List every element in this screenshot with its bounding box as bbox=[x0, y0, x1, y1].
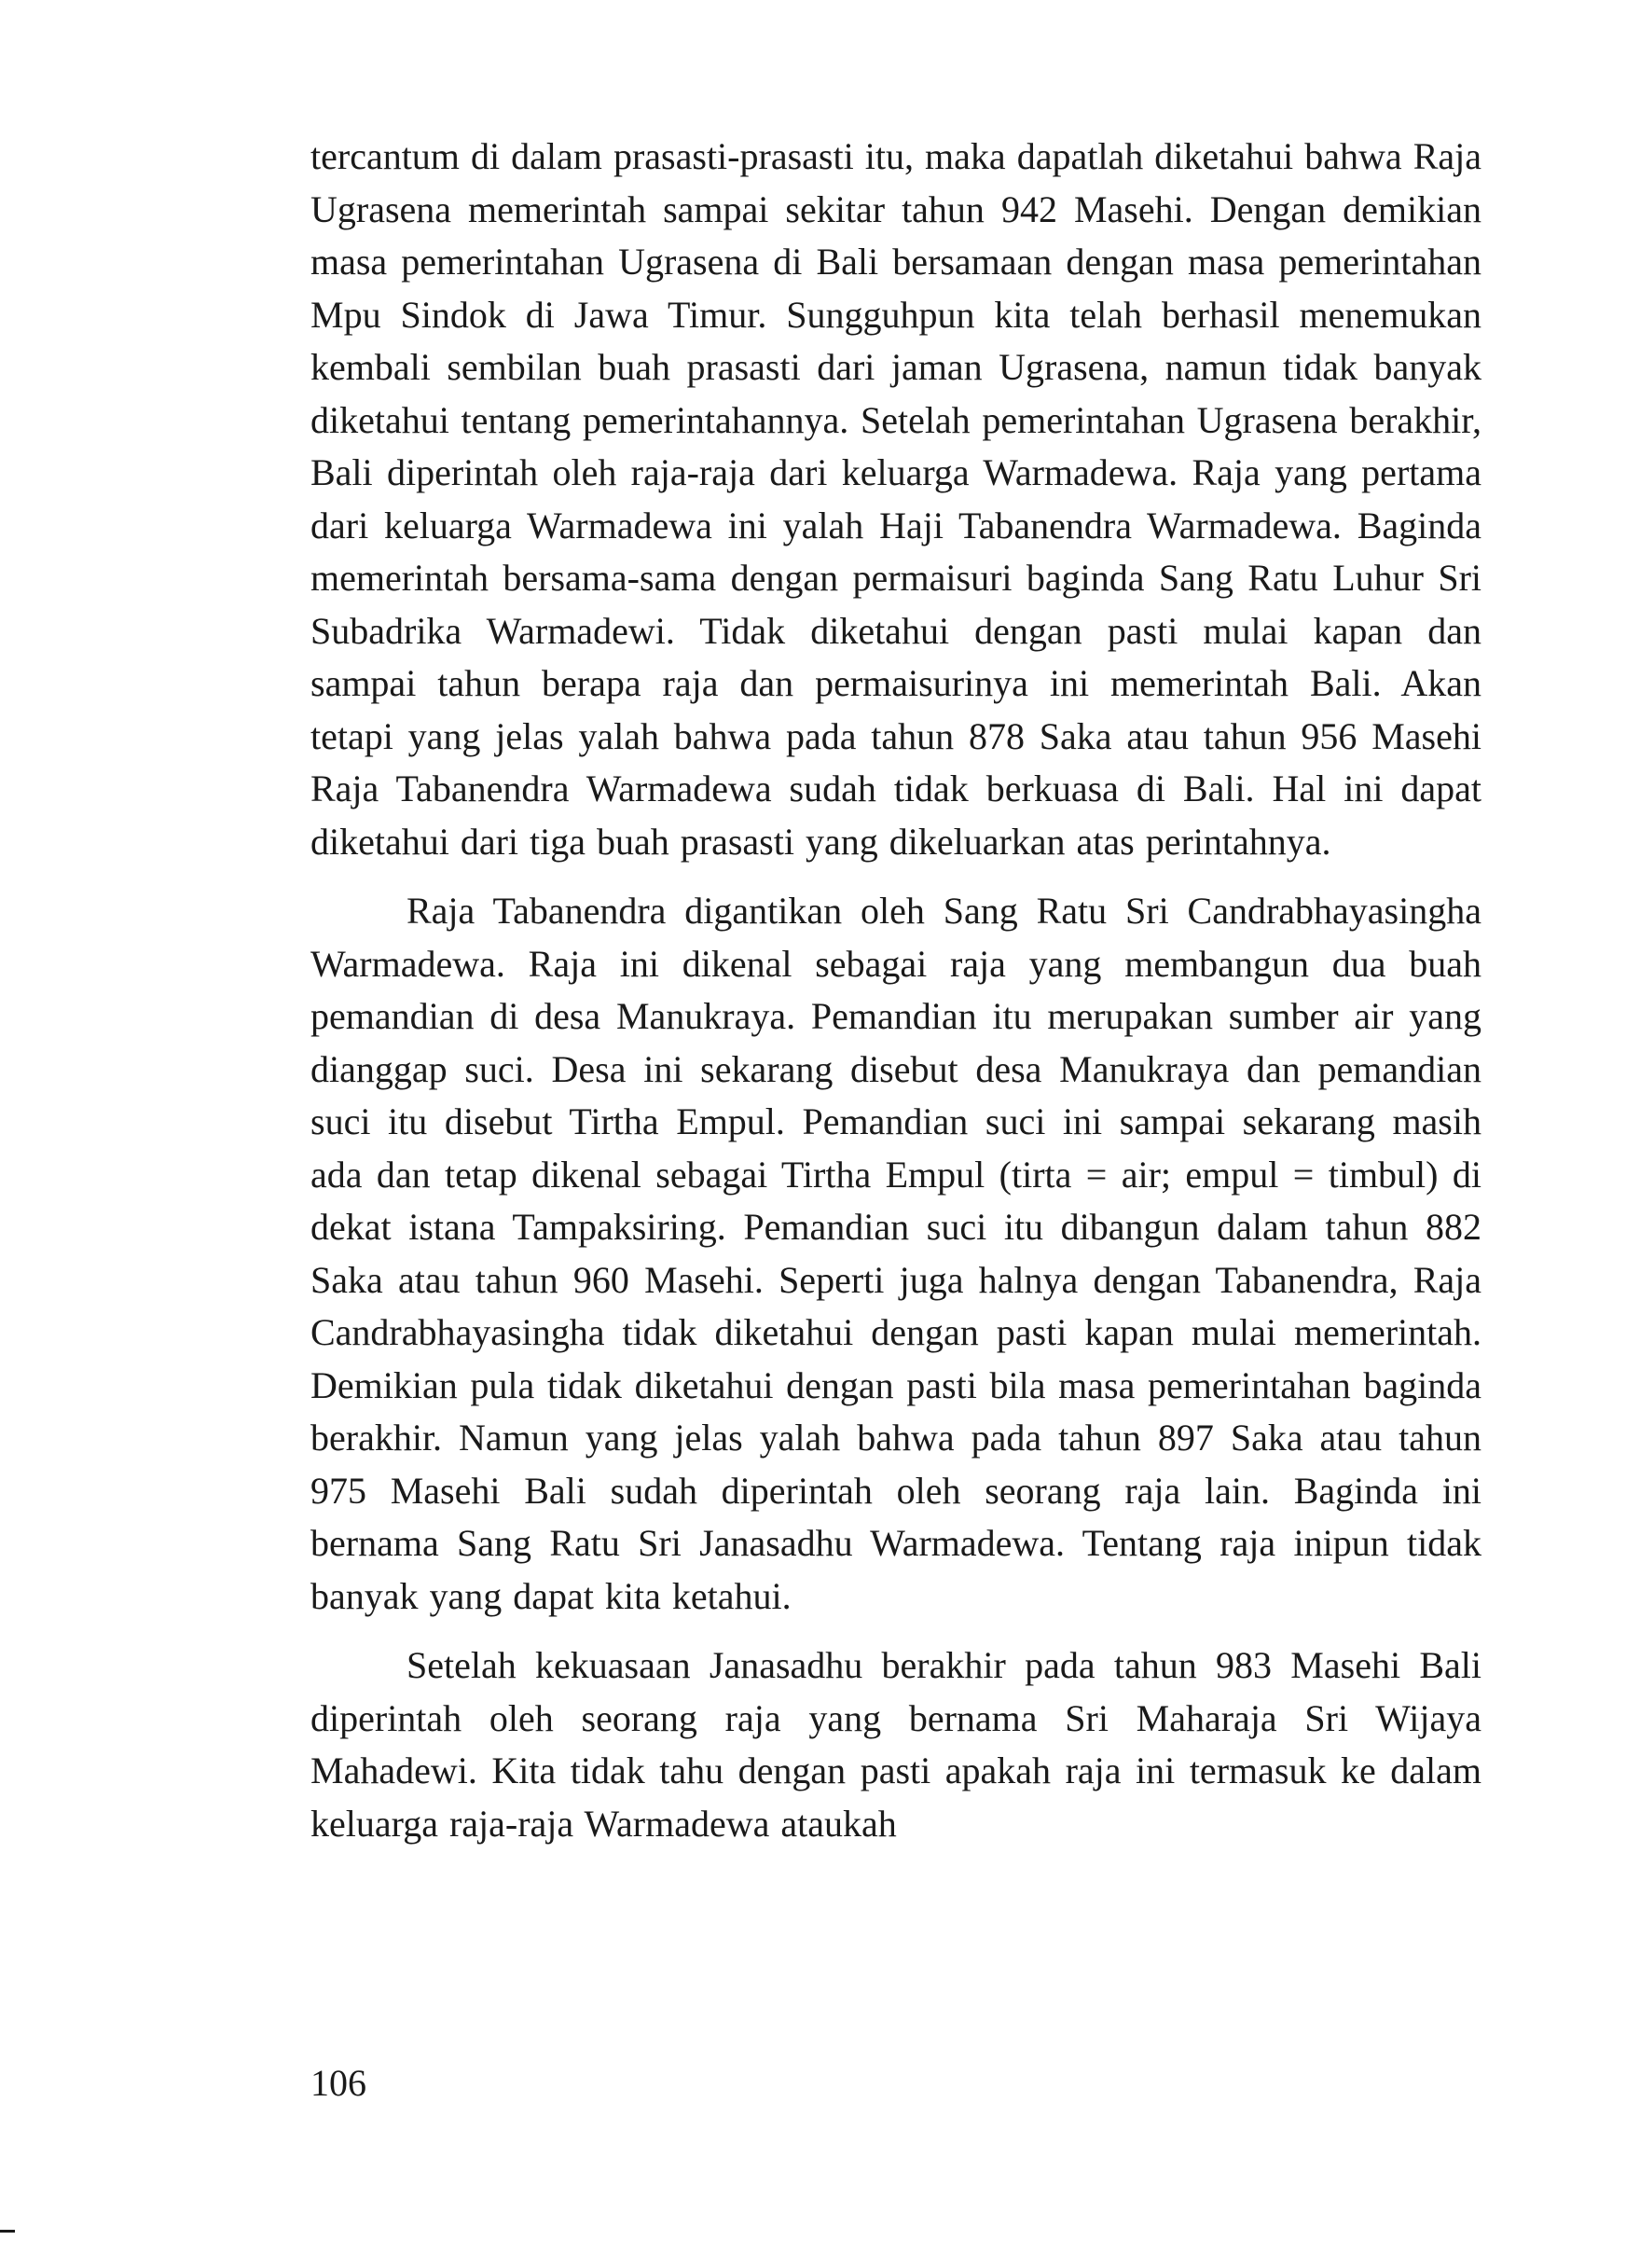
margin-mark bbox=[0, 2230, 15, 2233]
paragraph-3: Setelah kekuasaan Janasadhu berakhir pada tahun 983 Masehi Bali diperintah oleh seorang raja yang bernama Sri Maharaja Sri Wijaya Mahadewi. Kita tidak tahu dengan pasti apakah raja ini termasuk ke dalam keluarga raja-raja Warmadewa ataukah bbox=[310, 1644, 1481, 1845]
paragraph-2: Raja Tabanendra digantikan oleh Sang Ratu Sri Candrabhayasingha Warmadewa. Raja ini dikenal sebagai raja yang membangun dua buah pemandian di desa Manukraya. Pemandian itu merupakan sumber air yang dianggap suci. Desa ini sekarang disebut desa Manukraya dan pemandian suci itu disebut Tirtha Empul. Pemandian suci ini sampai sekarang masih ada dan tetap dikenal sebagai Tirtha Empul (tirta = air; empul = timbul) di dekat istana Tampaksiring. Pemandian suci itu dibangun dalam tahun 882 Saka atau tahun 960 Masehi. Seperti juga halnya dengan Tabanendra, Raja Candrabhayasingha tidak diketahui dengan pasti kapan mulai memerintah. Demikian pula tidak diketahui dengan pasti bila masa pemerintahan baginda berakhir. Namun yang jelas yalah bahwa pada tahun 897 Saka atau tahun 975 Masehi Bali sudah diperintah oleh seorang raja lain. Baginda ini bernama Sang Ratu Sri Janasadhu Warmadewa. Tentang raja inipun tidak banyak yang dapat kita ketahui. bbox=[310, 890, 1481, 1617]
page-number: 106 bbox=[310, 2062, 366, 2104]
page-body bbox=[310, 131, 1481, 1867]
paragraph-1: tercantum di dalam prasasti-prasasti itu, maka dapatlah diketahui bahwa Raja Ugrasena memerintah sampai sekitar tahun 942 Masehi. Dengan demikian masa pemerintahan Ugrasena di Bali bersamaan dengan masa pemerintahan Mpu Sindok di Jawa Timur. Sungguhpun kita telah berhasil menemukan kembali sembilan buah prasasti dari jaman Ugrasena, namun tidak banyak diketahui tentang pemerintahannya. Setelah pemerintahan Ugrasena berakhir, Bali diperintah oleh raja-raja dari keluarga Warmadewa. Raja yang pertama dari keluarga Warmadewa ini yalah Haji Tabanendra Warmadewa. Baginda memerintah bersama-sama dengan permaisuri baginda Sang Ratu Luhur Sri Subadrika Warmadewi. Tidak diketahui dengan pasti mulai kapan dan sampai tahun berapa raja dan permaisurinya ini memerintah Bali. Akan tetapi yang jelas yalah bahwa pada tahun 878 Saka atau tahun 956 Masehi Raja Tabanendra Warmadewa sudah tidak berkuasa di Bali. Hal ini dapat diketahui dari tiga buah prasasti yang dikeluarkan atas perintahnya. bbox=[310, 135, 1481, 863]
